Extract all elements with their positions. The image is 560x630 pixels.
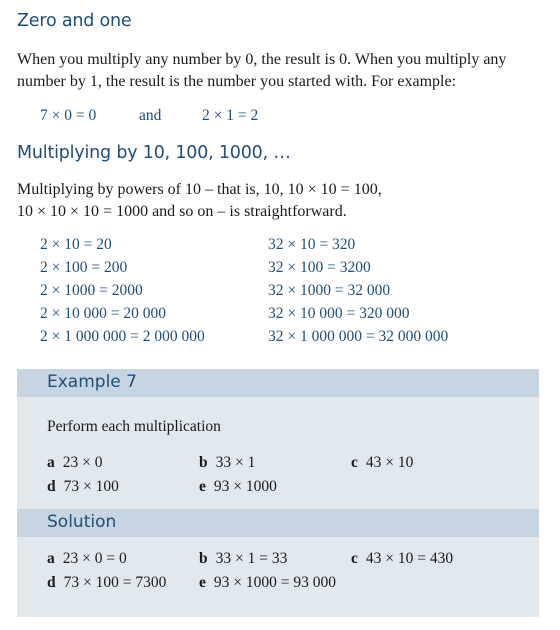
power-row: 2 × 100 = 200 [40, 259, 128, 276]
solution-header [17, 509, 539, 537]
example-title: Example 7 [47, 372, 137, 392]
solution-item-b [199, 550, 287, 568]
solution-item-c [351, 550, 453, 568]
zero-one-paragraph [17, 49, 547, 93]
item-letter: e [199, 478, 206, 495]
heading-powers-of-ten: Multiplying by 10, 100, 1000, … [17, 143, 291, 163]
powers-right-column [268, 233, 448, 348]
example-header [17, 369, 539, 397]
example-item-d [47, 478, 119, 496]
item-text: 93 × 1000 = 93 000 [213, 574, 336, 591]
powers-line-2: 10 × 10 × 10 = 1000 and so on – is straightforward. [17, 203, 347, 220]
power-row: 2 × 10 000 = 20 000 [40, 305, 166, 322]
zero-one-line-1: When you multiply any number by 0, the result is 0. When you multiply any [17, 51, 507, 68]
power-row: 2 × 1 000 000 = 2 000 000 [40, 328, 205, 345]
example-item-a [47, 454, 103, 472]
example-instruction: Perform each multiplication [47, 418, 221, 435]
item-text: 33 × 1 [215, 454, 256, 471]
example-item-b [199, 454, 255, 472]
item-text: 43 × 10 = 430 [365, 550, 454, 567]
power-row: 32 × 1000 = 32 000 [268, 282, 391, 299]
item-letter: c [351, 550, 358, 567]
item-letter: d [47, 478, 56, 495]
item-text: 93 × 1000 [213, 478, 277, 495]
power-row: 32 × 100 = 3200 [268, 259, 371, 276]
item-letter: e [199, 574, 206, 591]
heading-zero-and-one: Zero and one [17, 11, 132, 31]
solution-item-e [199, 574, 336, 592]
item-text: 33 × 1 = 33 [215, 550, 288, 567]
example-eq-right: 2 × 1 = 2 [202, 107, 259, 124]
item-letter: b [199, 550, 208, 567]
item-text: 73 × 100 [63, 478, 119, 495]
powers-left-column [40, 233, 205, 348]
item-letter: a [47, 550, 55, 567]
example-eq-left: 7 × 0 = 0 [40, 107, 97, 124]
item-text: 43 × 10 [365, 454, 414, 471]
solution-item-d [47, 574, 166, 592]
power-row: 32 × 10 000 = 320 000 [268, 305, 410, 322]
solution-item-a [47, 550, 127, 568]
item-letter: c [351, 454, 358, 471]
item-letter: b [199, 454, 208, 471]
item-text: 73 × 100 = 7300 [63, 574, 167, 591]
powers-paragraph [17, 179, 547, 223]
item-text: 23 × 0 = 0 [62, 550, 127, 567]
zero-one-line-2: number by 1, the result is the number you started with. For example: [17, 73, 457, 90]
example-box [17, 369, 539, 617]
and-word: and [139, 107, 162, 124]
example-item-c [351, 454, 413, 472]
power-row: 32 × 10 = 320 [268, 236, 356, 253]
example-item-e [199, 478, 277, 496]
power-row: 32 × 1 000 000 = 32 000 000 [268, 328, 449, 345]
item-letter: d [47, 574, 56, 591]
powers-line-1: Multiplying by powers of 10 – that is, 10, 10 × 10 = 100, [17, 181, 382, 198]
solution-title: Solution [47, 512, 117, 532]
power-row: 2 × 10 = 20 [40, 236, 112, 253]
item-text: 23 × 0 [62, 454, 103, 471]
power-row: 2 × 1000 = 2000 [40, 282, 143, 299]
item-letter: a [47, 454, 55, 471]
